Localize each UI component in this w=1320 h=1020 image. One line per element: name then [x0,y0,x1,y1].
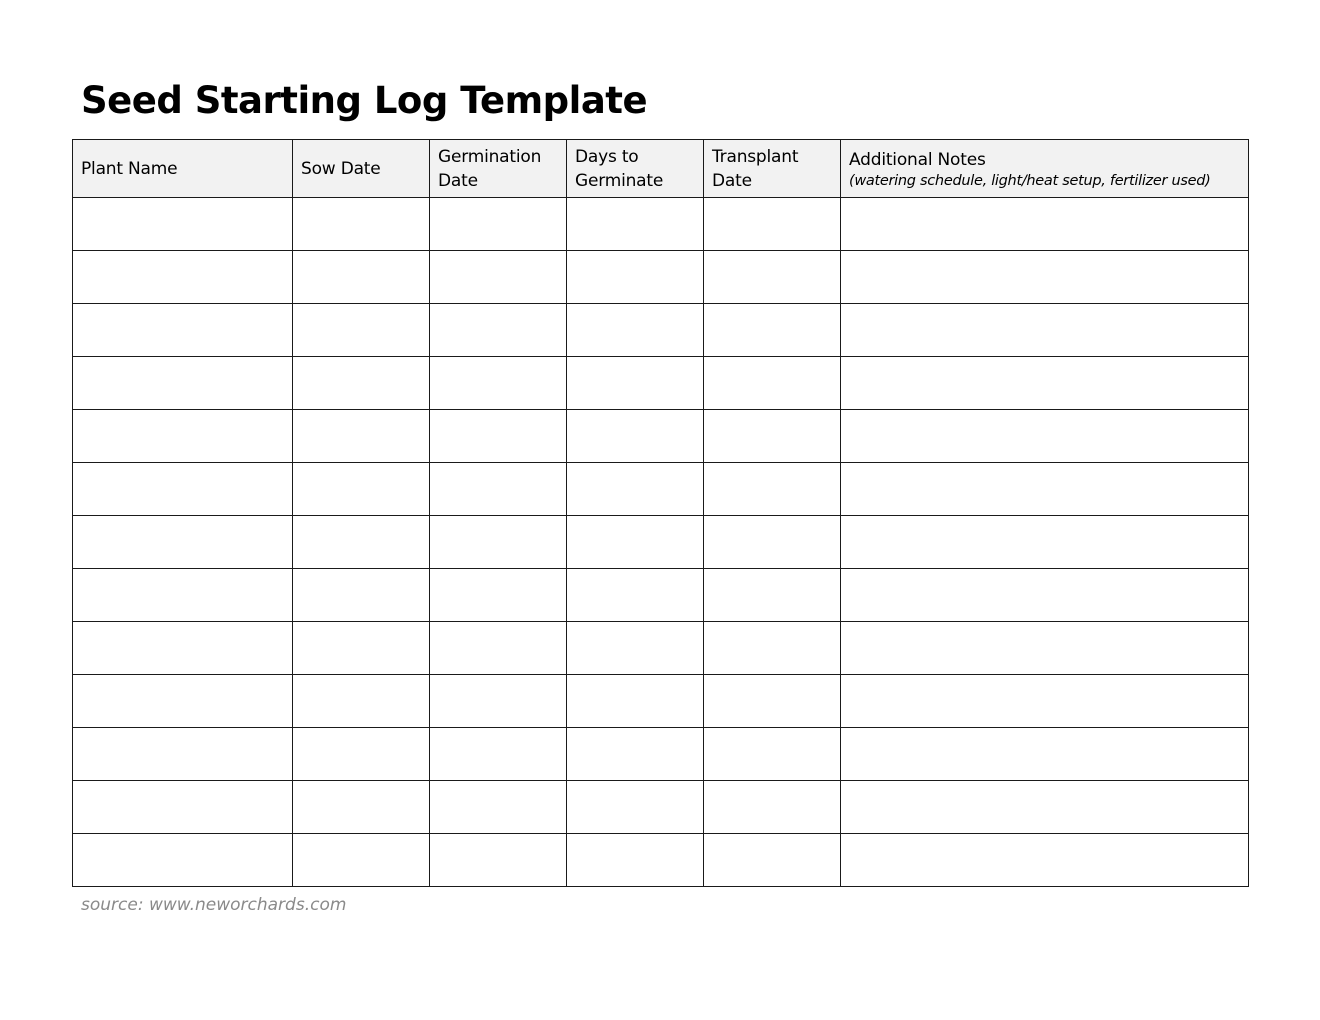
cell-additional-notes[interactable] [841,198,1249,251]
cell-sow-date[interactable] [293,463,430,516]
cell-additional-notes[interactable] [841,728,1249,781]
source-credit: source: www.neworchards.com [81,895,347,915]
seed-log-table [72,139,1249,887]
cell-germination-date[interactable] [430,834,567,887]
cell-plant-name[interactable] [73,410,293,463]
cell-additional-notes[interactable] [841,304,1249,357]
cell-sow-date[interactable] [293,834,430,887]
column-header-label: Additional Notes [849,149,986,170]
cell-sow-date[interactable] [293,675,430,728]
table-row [73,251,1249,304]
cell-transplant-date[interactable] [704,781,841,834]
column-header-label: Plant Name [81,158,178,179]
cell-germination-date[interactable] [430,251,567,304]
cell-plant-name[interactable] [73,357,293,410]
cell-transplant-date[interactable] [704,357,841,410]
cell-sow-date[interactable] [293,304,430,357]
cell-germination-date[interactable] [430,516,567,569]
cell-sow-date[interactable] [293,516,430,569]
cell-germination-date[interactable] [430,410,567,463]
column-header-additional-notes [841,140,1249,198]
page-title: Seed Starting Log Template [81,79,648,122]
column-header-germination-date [430,140,567,198]
cell-germination-date[interactable] [430,781,567,834]
column-header-label: Sow Date [301,158,381,179]
table-body [73,198,1249,887]
cell-plant-name[interactable] [73,675,293,728]
column-header-transplant-date [704,140,841,198]
cell-sow-date[interactable] [293,728,430,781]
cell-transplant-date[interactable] [704,463,841,516]
cell-plant-name[interactable] [73,781,293,834]
table-row [73,569,1249,622]
table-row [73,410,1249,463]
column-header-hint: (watering schedule, light/heat setup, fertilizer used) [849,172,1211,189]
cell-plant-name[interactable] [73,728,293,781]
cell-transplant-date[interactable] [704,198,841,251]
table-row [73,516,1249,569]
cell-days-to-germinate[interactable] [567,410,704,463]
cell-days-to-germinate[interactable] [567,569,704,622]
table-row [73,675,1249,728]
cell-additional-notes[interactable] [841,357,1249,410]
cell-germination-date[interactable] [430,357,567,410]
table-row [73,781,1249,834]
column-header-label: Germination Date [438,146,542,191]
cell-transplant-date[interactable] [704,728,841,781]
cell-days-to-germinate[interactable] [567,834,704,887]
cell-plant-name[interactable] [73,834,293,887]
cell-germination-date[interactable] [430,675,567,728]
cell-plant-name[interactable] [73,198,293,251]
cell-days-to-germinate[interactable] [567,516,704,569]
cell-germination-date[interactable] [430,622,567,675]
cell-additional-notes[interactable] [841,516,1249,569]
cell-plant-name[interactable] [73,251,293,304]
cell-germination-date[interactable] [430,728,567,781]
cell-sow-date[interactable] [293,357,430,410]
cell-germination-date[interactable] [430,463,567,516]
cell-days-to-germinate[interactable] [567,357,704,410]
cell-days-to-germinate[interactable] [567,251,704,304]
cell-additional-notes[interactable] [841,251,1249,304]
cell-sow-date[interactable] [293,251,430,304]
cell-transplant-date[interactable] [704,569,841,622]
cell-plant-name[interactable] [73,569,293,622]
cell-plant-name[interactable] [73,622,293,675]
cell-germination-date[interactable] [430,569,567,622]
column-header-label: Transplant Date [712,146,799,191]
cell-transplant-date[interactable] [704,304,841,357]
table-header-row [73,140,1249,198]
column-header-days-to-germinate [567,140,704,198]
cell-days-to-germinate[interactable] [567,463,704,516]
column-header-plant-name [73,140,293,198]
cell-additional-notes[interactable] [841,781,1249,834]
cell-additional-notes[interactable] [841,463,1249,516]
table-row [73,622,1249,675]
table-row [73,834,1249,887]
column-header-sow-date [293,140,430,198]
cell-transplant-date[interactable] [704,834,841,887]
cell-additional-notes[interactable] [841,410,1249,463]
table-row [73,463,1249,516]
cell-additional-notes[interactable] [841,569,1249,622]
cell-transplant-date[interactable] [704,410,841,463]
cell-additional-notes[interactable] [841,622,1249,675]
cell-sow-date[interactable] [293,781,430,834]
cell-plant-name[interactable] [73,304,293,357]
table-row [73,728,1249,781]
cell-additional-notes[interactable] [841,834,1249,887]
cell-plant-name[interactable] [73,463,293,516]
cell-days-to-germinate[interactable] [567,304,704,357]
cell-plant-name[interactable] [73,516,293,569]
cell-days-to-germinate[interactable] [567,728,704,781]
cell-transplant-date[interactable] [704,675,841,728]
cell-transplant-date[interactable] [704,251,841,304]
cell-germination-date[interactable] [430,198,567,251]
table-row [73,198,1249,251]
table-row [73,357,1249,410]
table-row [73,304,1249,357]
cell-days-to-germinate[interactable] [567,781,704,834]
cell-days-to-germinate[interactable] [567,198,704,251]
cell-sow-date[interactable] [293,622,430,675]
cell-germination-date[interactable] [430,304,567,357]
cell-sow-date[interactable] [293,198,430,251]
cell-sow-date[interactable] [293,410,430,463]
column-header-label: Days to Germinate [575,146,664,191]
cell-days-to-germinate[interactable] [567,622,704,675]
cell-days-to-germinate[interactable] [567,675,704,728]
cell-sow-date[interactable] [293,569,430,622]
cell-transplant-date[interactable] [704,622,841,675]
cell-additional-notes[interactable] [841,675,1249,728]
cell-transplant-date[interactable] [704,516,841,569]
